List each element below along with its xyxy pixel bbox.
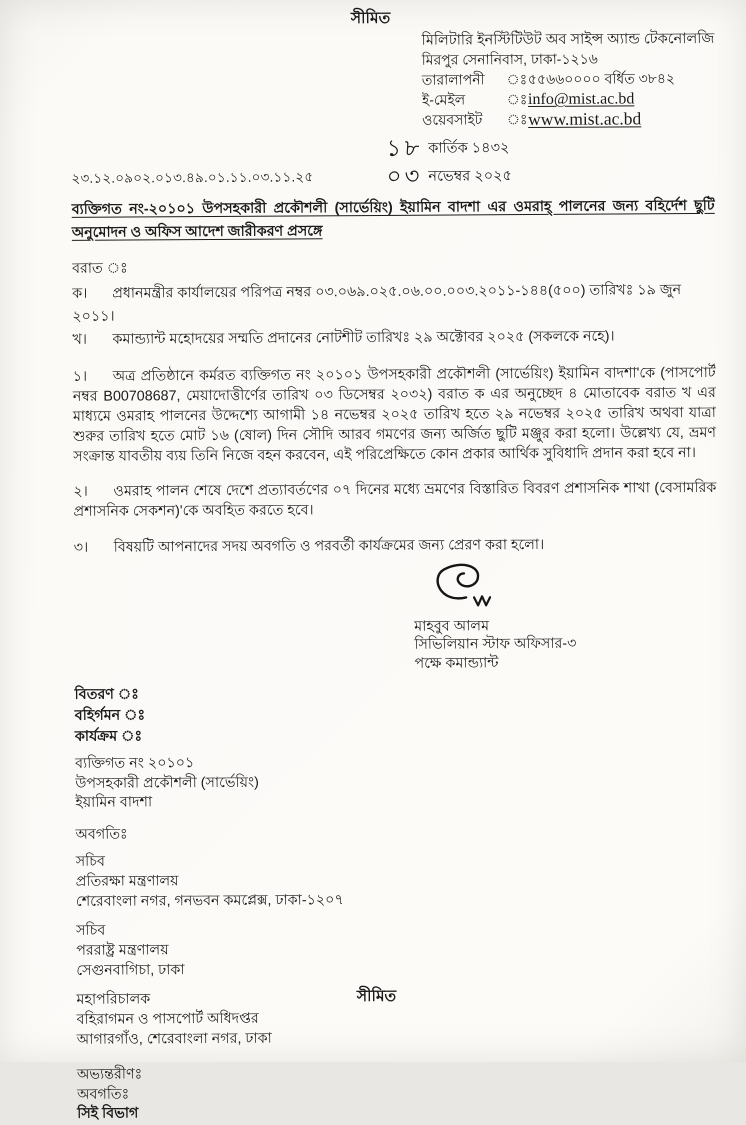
signatory-on-behalf: পক্ষে কমান্ড্যান্ট (414, 654, 499, 672)
reference-item (72, 279, 715, 329)
action-recipient-line: উপসহকারী প্রকৌশলী (সার্ভেয়িং) (75, 774, 259, 792)
recipient-line: বহিরাগমন ও পাসপোর্ট অধিদপ্তর (76, 1010, 259, 1028)
internal-recipient-line: সিই বিভাগ (77, 1105, 139, 1122)
action-recipient-line: ইয়ামিন বাদশা (75, 794, 153, 811)
reference-number: ২৩.১২.০৯০২.০১৩.৪৯.০১.১১.০৩.১১.২৫ (71, 169, 314, 186)
org-address: মিরপুর সেনানিবাস, ঢাকা-১২১৬ (421, 50, 598, 68)
subject-line: ব্যক্তিগত নং-২০১০১ উপসহকারী প্রকৌশলী (সার্ভেয়িং) ইয়ামিন বাদশা এর ওমরাহ্‌ পালনের জন্য বহির্দেশ ছুটি অনুমোদন ও অফিস আদেশ জারীকরণ প্রসঙ্গে (71, 197, 715, 241)
signature-scribble-icon (426, 561, 498, 609)
distribution-heading: বিতরণ ঃ (74, 686, 139, 703)
date-bangla-text: কার্তিক ১৪৩২ (428, 140, 510, 157)
reference-item-text: কমান্ড্যান্ট মহোদয়ের সম্মতি প্রদানের নোটশীট তারিখঃ ২৯ অক্টোবর ২০২৫ (সকলকে নহে)। (112, 328, 615, 348)
reference-heading: বরাত ঃ (71, 260, 128, 277)
reference-item-label: ক। (72, 285, 88, 302)
email-label: ই-মেইল (421, 91, 466, 108)
separator: ঃ (506, 111, 528, 128)
classification-top: সীমিত (350, 9, 391, 28)
recipient-line: আগারগাঁও, শেরেবাংলা নগর, ঢাকা (76, 1030, 272, 1048)
internal-info-heading: অবগতিঃ (77, 1086, 130, 1103)
separator: ঃ (506, 71, 528, 88)
paragraph-label: ২। (73, 483, 88, 500)
external-heading: বহির্গমন ঃ (74, 707, 146, 724)
info-recipient (76, 917, 719, 981)
date-gregorian-text: নভেম্বর ২০২৫ (428, 168, 512, 185)
info-heading: অবগতিঃ (75, 826, 128, 843)
email-row (422, 89, 722, 110)
signature-block (414, 560, 718, 673)
date-bangla-handwritten-day: ১৮ (385, 134, 424, 161)
paragraph-text: অত্র প্রতিষ্ঠানে কর্মরত ব্যক্তিগত নং ২০১০১ উপসহকারী প্রকৌশলী (সার্ভেয়িং) ইয়ামিন বাদশা'কে (পাসপোর্ট নম্বর B00708687, মেয়াদোত্তীর্ণের তারিখ ০৩ ডিসেম্বর ২০৩২) বরাত ক এর অনুচ্ছেদ ৪ মোতাবেক বরাত খ এর মাধ্যমে ওমরাহ পালনের উদ্দেশ্যে আগামী ১৪ নভেম্বর ২০২৫ তারিখ হতে ২৯ নভেম্বর ২০২৫ তারিখ অথবা যাত্রা শুরুর তারিখ হতে মোট ১৬ (ষোল) দিন সৌদি আরব গমণের জন্য অর্জিত ছুটি মঞ্জুর করা হলো। উল্লেখ্য যে, ভ্রমণ সংক্রান্ত যাবতীয় ব্যয় তিনি নিজে বহন করবেন, এই পরিপ্রেক্ষিতে কোন প্রকার আর্থিক সুবিধাদি প্রদান করা হবে না। (72, 364, 717, 465)
org-name: মিলিটারি ইনস্টিটিউট অব সাইন্স অ্যান্ড টেকনোলজি (421, 30, 715, 49)
recipient-line: মহাপরিচালক (76, 991, 151, 1008)
reference-item-label: খ। (72, 331, 88, 348)
classification-bottom: সীমিত (356, 987, 397, 1006)
recipient-line: সেগুনবাগিচা, ঢাকা (76, 962, 185, 979)
distribution-section (75, 681, 721, 1124)
signatory-designation: সিভিলিয়ান স্টাফ অফিসার-৩ (414, 635, 577, 653)
recipient-line: প্রতিরক্ষা মন্ত্রণালয় (75, 873, 179, 890)
date-gregorian-handwritten-day: ০৩ (385, 162, 424, 189)
action-heading: কার্যক্রম ঃ (74, 728, 143, 745)
recipient-line: পররাষ্ট্র মন্ত্রণালয় (76, 942, 169, 959)
website-label: ওয়েবসাইট (422, 111, 483, 128)
paragraph-text: ওমরাহ পালন শেষে দেশে প্রত্যাবর্তণের ০৭ দিনের মধ্যে ভ্রমণের বিস্তারিত বিবরণ প্রশাসনিক শাখা (বেসামরিক প্রশাসনিক সেকশন)'কে অবহিত করতে হবে। (73, 479, 717, 520)
date-gregorian (386, 157, 512, 197)
paragraph-label: ১। (72, 368, 88, 385)
recipient-line: শেরেবাংলা নগর, গনভবন কমপ্লেক্স, ঢাকা-১২০৭ (75, 892, 344, 910)
website-row (422, 109, 722, 130)
internal-heading: অভ্যন্তরীণঃ (76, 1066, 143, 1083)
body-paragraph-3 (74, 534, 717, 558)
reference-item (72, 325, 715, 352)
letterhead (422, 30, 723, 130)
website-link[interactable]: www.mist.ac.bd (528, 108, 642, 130)
recipient-line: সচিব (75, 853, 105, 870)
reference-item-text: প্রধানমন্ত্রীর কার্যালয়ের পরিপত্র নম্বর ০৩.০৬৯.০২৫.০৬.০০.০০৩.২০১১-১৪৪(৫০০) তারিখঃ ১৯ জুন ২০১১। (72, 282, 682, 325)
phone-row (422, 69, 722, 90)
recipient-line: সচিব (76, 922, 106, 939)
paragraph-text: বিষয়টি আপনাদের সদয় অবগতি ও পরবর্তী কার্যক্রমের জন্য প্রেরণ করা হলো। (113, 536, 545, 556)
body-paragraph-2 (73, 478, 716, 522)
body-paragraph-1 (73, 363, 717, 467)
signatory-name: মাহবুব আলম (414, 617, 490, 635)
paragraph-label: ৩। (73, 539, 89, 556)
action-recipient-line: ব্যক্তিগত নং ২০১০১ (75, 755, 195, 772)
phone-value: ৫৫৬৬০০০০ বর্ধিত ৩৮৪২ (527, 70, 676, 88)
email-link[interactable]: info@mist.ac.bd (527, 90, 635, 109)
info-recipient (76, 848, 719, 912)
separator: ঃ (506, 91, 528, 108)
phone-label: তারালাপনী (421, 71, 485, 88)
